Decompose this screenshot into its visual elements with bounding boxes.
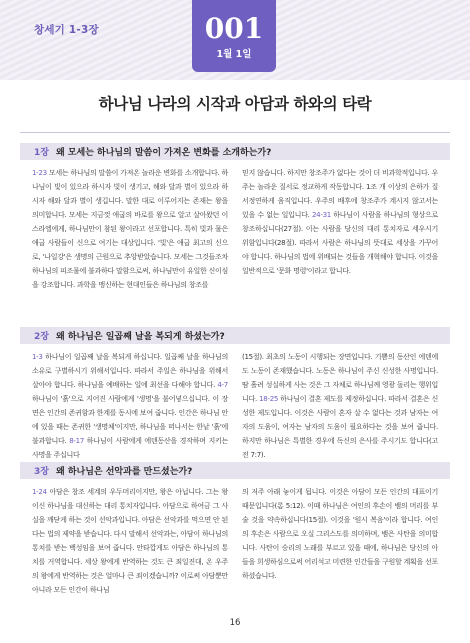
paragraph-text: (15절). 최초의 노동이 시행되는 장면입니다. 기쁨의 동산인 에덴에도 노동이 존재했습니다. 노동은 하나님이 주신 신성한 사명입니다. 땀 흘려 성실하게 사는 것은 그 자체로 하나님께 영광 돌리는 행위입니다. [242, 352, 438, 403]
day-number: 001 [204, 12, 264, 45]
section-body [20, 166, 450, 292]
paragraph-text: 하나님이 결혼 제도를 제정하십니다. 따라서 결혼은 신성한 제도입니다. 이것은 사람이 혼자 살 수 없다는 것과 남자는 여자의 도움이, 여자는 남자의 도움이 필요하다는 것을 보여 줍니다. 하지만 하나님은 특별한 경우에 독신의 은사를 주시기도 합니다(고전 7:7). [242, 394, 438, 459]
section-question: 왜 하나님은 일곱째 날을 복되게 하셨는가? [56, 332, 225, 342]
section-question: 왜 모세는 하나님의 말씀이 가져온 변화를 소개하는가? [56, 148, 272, 158]
page-title: 하나님 나라의 시작과 아담과 하와의 타락 [98, 94, 372, 113]
paragraph-text: 하나님이 사람에게 에덴동산을 경작하며 지키는 사명을 주십니다 [32, 436, 228, 459]
section-number: 3장 [34, 467, 49, 477]
verse-ref: 4-7 [217, 380, 228, 389]
day-badge [192, 0, 276, 72]
paragraph-text: 믿지 않습니다. 하지만 창조주가 없다는 것이 더 비과학적입니다. 우주는 놀라운 질서로 정교하게 작동합니다. 1조 개 이상의 은하가 질서정연하게 움직입니다. 우주의 배후에 창조주가 계시지 않고서는 있을 수 없는 일입니다. [242, 168, 438, 219]
section-number: 1장 [34, 148, 49, 158]
section-header [20, 327, 450, 344]
page-number: 16 [229, 618, 241, 628]
paragraph-text: 하나님이 사람을 하나님의 형상으로 창조하십니다(27절). 이는 사람을 당신의 대리 통치자로 세우시기 위함입니다(28절). 따라서 사람은 하나님의 뜻대로 세상을 가꾸어야 합니다. 하나님의 법에 위배되는 것들을 개혁해야 합니다. 이것을 일반적으로 '문화 명령'이라고 합니다. [242, 210, 438, 275]
paragraph-text: 하나님이 일곱째 날을 복되게 하십니다. 일곱째 날을 하나님의 소유로 구별하시기 위해서입니다. 따라서 주일은 하나님을 위해서 살아야 합니다. 하나님을 예배하는 일에 최선을 다해야 합니다. [32, 352, 228, 389]
section-header [20, 462, 450, 479]
section-header [20, 143, 450, 160]
title-divider [20, 132, 450, 133]
left-column [32, 350, 228, 462]
section-number: 2장 [34, 332, 49, 342]
right-column [242, 350, 438, 462]
section-3 [20, 462, 450, 597]
right-column [242, 166, 438, 292]
section-body [20, 350, 450, 462]
day-date: 1월 1일 [216, 49, 252, 60]
verse-ref: 1-24 [32, 487, 47, 496]
paragraph-text: 모세는 하나님의 말씀이 가져온 놀라운 변화를 소개합니다. 하나님이 빛이 있으라 하시자 빛이 생기고, 해와 달과 별이 있으라 하시자 해와 달과 별이 생깁니다. 말한 대로 이루어지는 존재는 왕을 의미합니다. 모세는 지금껏 애굽의 바로를 왕으로 알고 살아왔던 이스라엘에게, 하나님만이 참된 왕이라고 선포합니다. 특히 빛과 물은 애굽 사람들이 신으로 여기는 대상입니다. '빛'은 애굽 최고의 신으로, '나일강'은 생명의 근원으로 추앙받았습니다. 모세는 그것들조차 하나님의 피조물에 불과하다 말함으로써, 하나님만이 유일한 신이심을 강조합니다. 과학을 맹신하는 현대인들은 하나님의 창조를 [32, 168, 228, 289]
section-2 [20, 327, 450, 462]
verse-ref: 1-23 [32, 168, 47, 177]
section-1 [20, 143, 450, 292]
left-column [32, 166, 228, 292]
chapter-range: 창세기 1-3장 [34, 24, 99, 36]
paragraph-text: 하나님이 '흙'으로 지어진 사람에게 '생명'을 불어넣으십니다. 이 장면은 인간의 존귀함과 한계를 동시에 보여 줍니다. 인간은 하나님 안에 있을 때는 존귀한 '생명체'이지만, 하나님을 떠나서는 한낱 '흙'에 불과합니다. [32, 394, 228, 445]
verse-ref: 1-3 [32, 352, 43, 361]
left-column [32, 485, 228, 597]
paragraph-text: 아담은 창조 세계의 우두머리이지만, 왕은 아닙니다. 그는 왕이신 하나님을 대신하는 대리 통치자입니다. 아담으로 하여금 그 사실을 깨닫게 하는 것이 선악과입니다. 아담은 선악과를 먹으면 안 된다는 법의 제약을 받습니다. 다시 말해서 선악과는, 아담이 하나님의 통치를 받는 백성임을 보여 줍니다. 안타깝게도 아담은 하나님의 통치를 거역합니다. 세상 왕에게 반역하는 것도 큰 죄일진대, 온 우주의 왕에게 반역하는 것은 얼마나 큰 죄이겠습니까? 이로써 아담뿐만 아니라 모든 인간이 하나님 [32, 487, 228, 594]
section-question: 왜 하나님은 선악과를 만드셨는가? [56, 467, 193, 477]
verse-ref: 18-25 [259, 394, 279, 403]
verse-ref: 8-17 [69, 436, 85, 445]
verse-ref: 24-31 [311, 210, 331, 219]
right-column [242, 485, 438, 597]
paragraph-text: 의 저주 아래 놓이게 됩니다. 이것은 아담이 모든 인간의 대표이기 때문입니다(롬 5:12). 이때 하나님은 여인의 후손이 뱀의 머리를 부술 것을 약속하십니다(15절). 이것을 '원시 복음'이라 합니다. 여인의 후손은 사람으로 오실 그리스도를 의미하며, 뱀은 사탄을 의미합니다. 사탄이 승리의 노래를 부르고 있을 때에, 하나님은 당신의 아들을 희생하심으로써 어리석고 미련한 인간들을 구원할 계획을 선포하셨습니다. [242, 487, 438, 580]
section-body [20, 485, 450, 597]
